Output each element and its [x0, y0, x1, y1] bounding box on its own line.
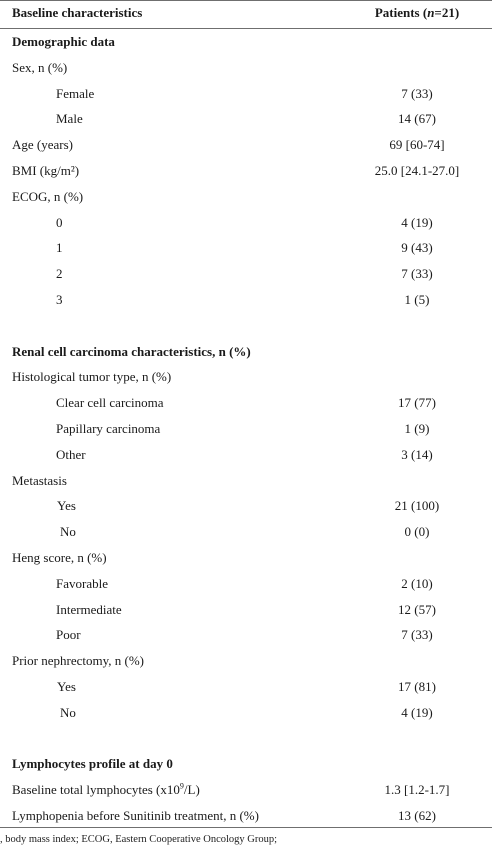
- table-row: [0, 81, 492, 107]
- table-row: [0, 777, 492, 803]
- row-label: [12, 29, 115, 55]
- row-label: [56, 210, 63, 236]
- table-row: [0, 132, 492, 158]
- row-value: 7 (33): [401, 85, 433, 101]
- row-label-superscript: 9: [179, 781, 184, 791]
- table-row: [0, 571, 492, 597]
- table-row: [0, 55, 492, 81]
- table-row: [0, 468, 492, 494]
- table-row: [0, 493, 492, 519]
- row-value: 7 (33): [401, 627, 433, 643]
- row-label: [56, 106, 83, 132]
- row-value: 17 (81): [398, 679, 436, 694]
- row-label-text: 1: [56, 240, 63, 256]
- table-row: [0, 287, 492, 313]
- row-label-text: Heng score, n (%): [12, 550, 107, 565]
- row-value: 21 (100): [394, 498, 440, 514]
- row-label-text: Histological tumor type, n (%): [12, 369, 172, 385]
- row-label: [56, 571, 108, 597]
- row-label: [60, 700, 76, 726]
- table-row: [0, 597, 492, 623]
- row-value: 69 [60-74]: [389, 137, 445, 153]
- section-heading-row: [0, 29, 492, 55]
- row-label-text: Favorable: [56, 575, 108, 591]
- table-header: [0, 0, 492, 26]
- header-patients-n: n: [427, 5, 435, 20]
- table-footnote: , body mass index; ECOG, Eastern Cooperative Oncology Group;: [0, 834, 278, 845]
- row-label: [12, 184, 83, 210]
- section-heading-row: [0, 751, 492, 777]
- table-row: [0, 210, 492, 236]
- row-label: [12, 55, 67, 81]
- row-label-text: Female: [56, 85, 95, 101]
- row-label: [57, 674, 76, 700]
- row-label-text: Demographic data: [12, 34, 115, 49]
- table-row: [0, 803, 492, 829]
- header-patients-suffix: =21): [434, 5, 460, 20]
- row-label-text: Prior nephrectomy, n (%): [12, 653, 145, 669]
- row-label: [56, 597, 122, 623]
- row-value: 1 (5): [404, 292, 430, 307]
- row-value: 14 (67): [398, 111, 436, 127]
- table-row: [0, 674, 492, 700]
- row-value: 0 (0): [404, 524, 430, 540]
- row-value: 12 (57): [398, 601, 436, 617]
- row-label-text: Male: [56, 111, 83, 127]
- row-label-text: ECOG, n (%): [12, 188, 84, 204]
- row-label-text: Lymphocytes profile at day 0: [12, 756, 173, 772]
- row-label: [60, 519, 76, 545]
- row-value: 4 (19): [401, 704, 433, 720]
- table-row: [0, 545, 492, 571]
- row-label: [56, 261, 63, 287]
- row-label-text: Renal cell carcinoma characteristics, n (%): [12, 343, 251, 359]
- table-row: [0, 235, 492, 261]
- row-label-text: Yes: [57, 679, 76, 694]
- header-patients-prefix: Patients (: [374, 5, 428, 20]
- row-label-text: 3: [56, 292, 63, 307]
- row-label: [12, 339, 251, 365]
- row-value: 1 (9): [404, 421, 430, 436]
- table-bottom-rule: [0, 827, 492, 828]
- row-label-text: Intermediate: [56, 601, 122, 617]
- row-label-text: Clear cell carcinoma: [56, 395, 164, 411]
- table-row: [0, 416, 492, 442]
- table-row: [0, 184, 492, 210]
- row-value: 1.3 [1.2-1.7]: [384, 782, 450, 798]
- row-value: 3 (14): [401, 446, 433, 462]
- row-value: 9 (43): [401, 240, 433, 256]
- row-label-text: Lymphopenia before Sunitinib treatment, n (%): [12, 808, 259, 823]
- row-label: [56, 416, 160, 442]
- row-label-text: No: [60, 524, 76, 540]
- row-label: [12, 648, 144, 674]
- row-label-text: 2: [56, 266, 63, 282]
- row-label: [56, 81, 94, 107]
- table-row: [0, 390, 492, 416]
- table-row: [0, 622, 492, 648]
- row-label-text: Papillary carcinoma: [56, 421, 161, 436]
- row-value: 25.0 [24.1-27.0]: [374, 163, 460, 178]
- table-row: [0, 364, 492, 390]
- table-row: [0, 519, 492, 545]
- table-row: [0, 158, 492, 184]
- row-value: 13 (62): [398, 808, 436, 823]
- row-label: [57, 493, 76, 519]
- row-label: [56, 390, 164, 416]
- row-label: [56, 287, 63, 313]
- row-label-text: Yes: [57, 498, 76, 514]
- row-label: [12, 132, 73, 158]
- row-value: 2 (10): [401, 575, 433, 591]
- row-label-text: No: [60, 704, 76, 720]
- row-label-tail: /L): [183, 782, 200, 798]
- row-label: [56, 622, 81, 648]
- table-row: [0, 648, 492, 674]
- table-row: [0, 106, 492, 132]
- table-row: [0, 442, 492, 468]
- header-patients: [342, 0, 492, 26]
- row-label-text: 0: [56, 214, 63, 230]
- row-label: [56, 235, 63, 261]
- row-label-text: Metastasis: [12, 472, 67, 488]
- row-label: [12, 364, 171, 390]
- row-label: [12, 751, 173, 777]
- row-label: [12, 803, 259, 829]
- row-label-text: Sex, n (%): [12, 59, 68, 75]
- table-row: [0, 726, 492, 752]
- row-label: [12, 545, 107, 571]
- row-value: 7 (33): [401, 266, 433, 282]
- row-label-text: Other: [56, 446, 86, 462]
- row-label: [12, 468, 67, 494]
- table-row: [0, 700, 492, 726]
- row-label: [12, 158, 79, 184]
- table-row: [0, 313, 492, 339]
- row-label-text: Poor: [56, 627, 81, 643]
- section-heading-row: [0, 339, 492, 365]
- table-row: [0, 261, 492, 287]
- row-label-text: BMI (kg/m²): [12, 163, 80, 178]
- row-label-text: Age (years): [12, 137, 73, 153]
- row-label-text: Baseline total lymphocytes (x10: [12, 782, 180, 798]
- row-label: [56, 442, 86, 468]
- row-value: 17 (77): [398, 395, 436, 411]
- row-value: 4 (19): [401, 214, 433, 230]
- header-characteristics: Baseline characteristics: [12, 5, 143, 20]
- row-label: [12, 777, 200, 803]
